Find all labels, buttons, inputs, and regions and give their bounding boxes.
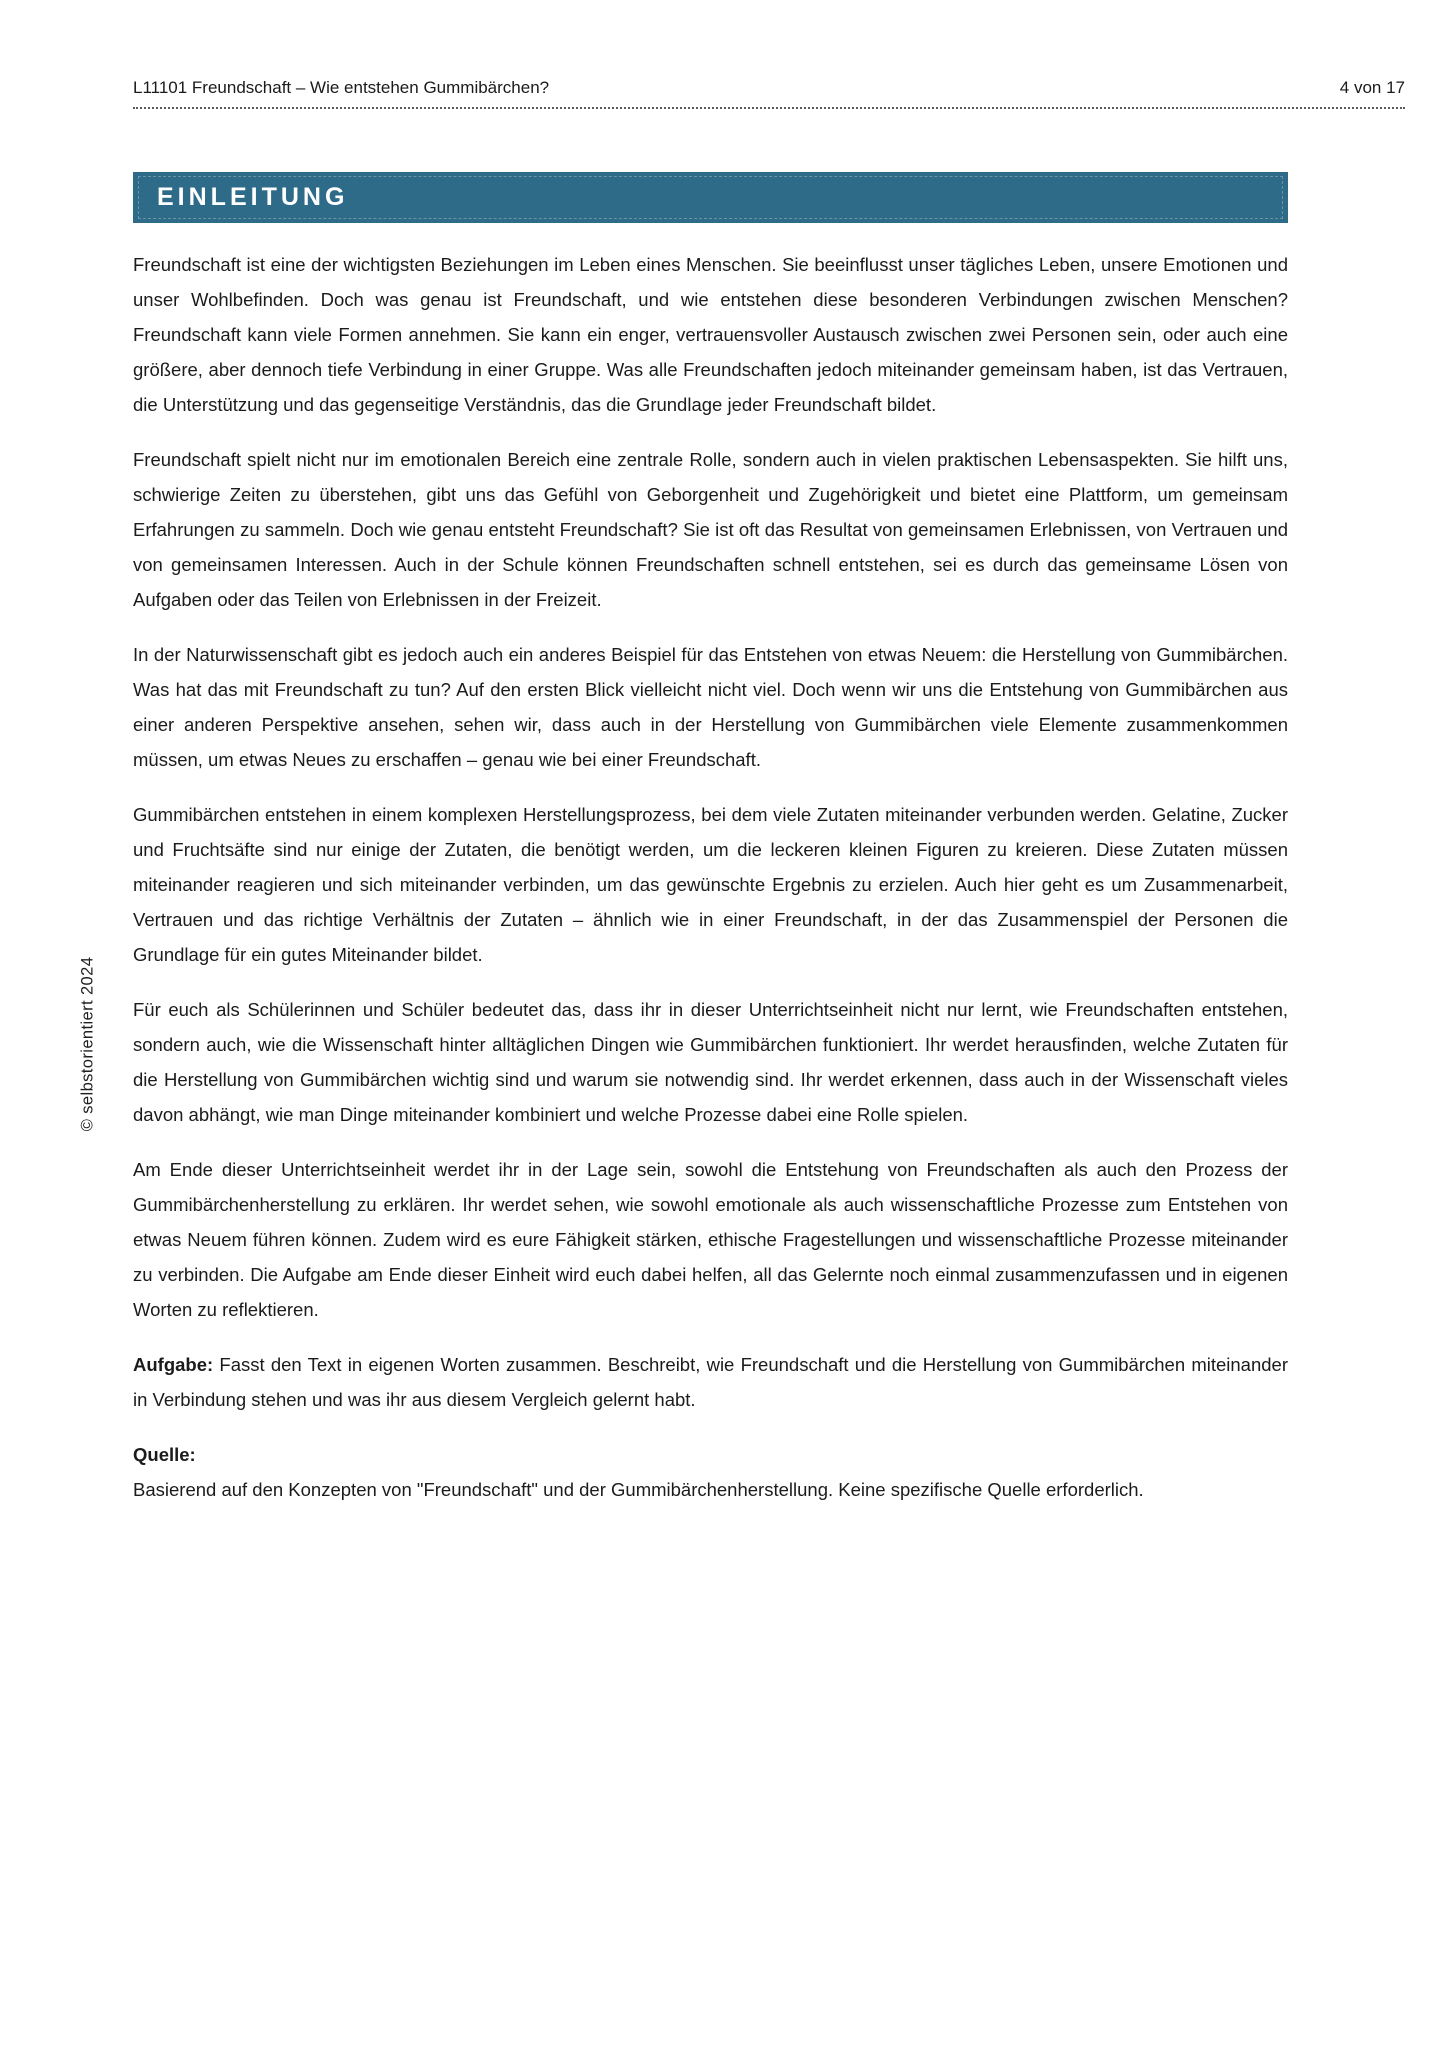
task-paragraph	[133, 1347, 1288, 1417]
source-heading: Quelle:	[133, 1444, 196, 1465]
page-header	[133, 78, 1405, 109]
paragraph-intro: Freundschaft ist eine der wichtigsten Beziehungen im Leben eines Menschen. Sie beeinflusst unser tägliches Leben, unsere Emotionen und unser Wohlbefinden. Doch was genau ist Freundschaft, und wie entstehen diese besonderen Verbindungen zwischen Menschen? Freundschaft kann viele Formen annehmen. Sie kann ein enger, vertrauensvoller Austausch zwischen zwei Personen sein, oder auch eine größere, aber dennoch tiefe Verbindung in einer Gruppe. Was alle Freundschaften jedoch miteinander gemeinsam haben, ist das Vertrauen, die Unterstützung und das gegenseitige Verständnis, das die Grundlage jeder Freundschaft bildet.	[133, 254, 1288, 415]
source-text: Basierend auf den Konzepten von "Freundschaft" und der Gummibärchenherstellung. Keine spezifische Quelle erforderlich.	[133, 1479, 1144, 1500]
task-label: Aufgabe:	[133, 1354, 214, 1375]
paragraph-students-meaning: Für euch als Schülerinnen und Schüler bedeutet das, dass ihr in dieser Unterrichtseinheit nicht nur lernt, wie Freundschaften entstehen, sondern auch, wie die Wissenschaft hinter alltäglichen Dingen wie Gummibärchen funktioniert. Ihr werdet herausfinden, welche Zutaten für die Herstellung von Gummibärchen wichtig sind und warum sie notwendig sind. Ihr werdet erkennen, dass auch in der Wissenschaft vieles davon abhängt, wie man Dinge miteinander kombiniert und welche Prozesse dabei eine Rolle spielen.	[133, 999, 1288, 1125]
section-banner	[133, 172, 1288, 223]
task-text: Fasst den Text in eigenen Worten zusammen. Beschreibt, wie Freundschaft und die Herstellung von Gummibärchen miteinander in Verbindung stehen und was ihr aus diesem Vergleich gelernt habt.	[133, 1354, 1288, 1410]
paragraph-role-of-friendship: Freundschaft spielt nicht nur im emotionalen Bereich eine zentrale Rolle, sondern auch in vielen praktischen Lebensaspekten. Sie hilft uns, schwierige Zeiten zu überstehen, gibt uns das Gefühl von Geborgenheit und Zugehörigkeit und bietet eine Plattform, um gemeinsam Erfahrungen zu sammeln. Doch wie genau entsteht Freundschaft? Sie ist oft das Resultat von gemeinsamen Erlebnissen, von Vertrauen und von gemeinsamen Interessen. Auch in der Schule können Freundschaften schnell entstehen, sei es durch das gemeinsame Lösen von Aufgaben oder das Teilen von Erlebnissen in der Freizeit.	[133, 449, 1288, 610]
document-body	[133, 247, 1288, 1527]
document-title: L11101 Freundschaft – Wie entstehen Gummibärchen?	[133, 78, 550, 97]
paragraph-unit-goals: Am Ende dieser Unterrichtseinheit werdet ihr in der Lage sein, sowohl die Entstehung von Freundschaften als auch den Prozess der Gummibärchenherstellung zu erklären. Ihr werdet sehen, wie sowohl emotionale als auch wissenschaftliche Prozesse zum Entstehen von etwas Neuem führen können. Zudem wird es eure Fähigkeit stärken, ethische Fragestellungen und wissenschaftliche Prozesse miteinander zu verbinden. Die Aufgabe am Ende dieser Einheit wird euch dabei helfen, all das Gelernte noch einmal zusammenzufassen und in eigenen Worten zu reflektieren.	[133, 1159, 1288, 1320]
copyright-vertical-note: © selbstorientiert 2024	[78, 956, 97, 1132]
section-title: EINLEITUNG	[157, 183, 349, 211]
paragraph-science-example: In der Naturwissenschaft gibt es jedoch auch ein anderes Beispiel für das Entstehen von etwas Neuem: die Herstellung von Gummibärchen. Was hat das mit Freundschaft zu tun? Auf den ersten Blick vielleicht nicht viel. Doch wenn wir uns die Entstehung von Gummibärchen aus einer anderen Perspektive ansehen, sehen wir, dass auch in der Herstellung von Gummibärchen viele Elemente zusammenkommen müssen, um etwas Neues zu erschaffen – genau wie bei einer Freundschaft.	[133, 644, 1288, 770]
page-number: 4 von 17	[1339, 78, 1405, 97]
paragraph-gummy-process: Gummibärchen entstehen in einem komplexen Herstellungsprozess, bei dem viele Zutaten miteinander verbunden werden. Gelatine, Zucker und Fruchtsäfte sind nur einige der Zutaten, die benötigt werden, um die leckeren kleinen Figuren zu kreieren. Diese Zutaten müssen miteinander reagieren und sich miteinander verbinden, um das gewünschte Ergebnis zu erzielen. Auch hier geht es um Zusammenarbeit, Vertrauen und das richtige Verhältnis der Zutaten – ähnlich wie in einer Freundschaft, in der das Zusammenspiel der Personen die Grundlage für ein gutes Miteinander bildet.	[133, 804, 1288, 965]
